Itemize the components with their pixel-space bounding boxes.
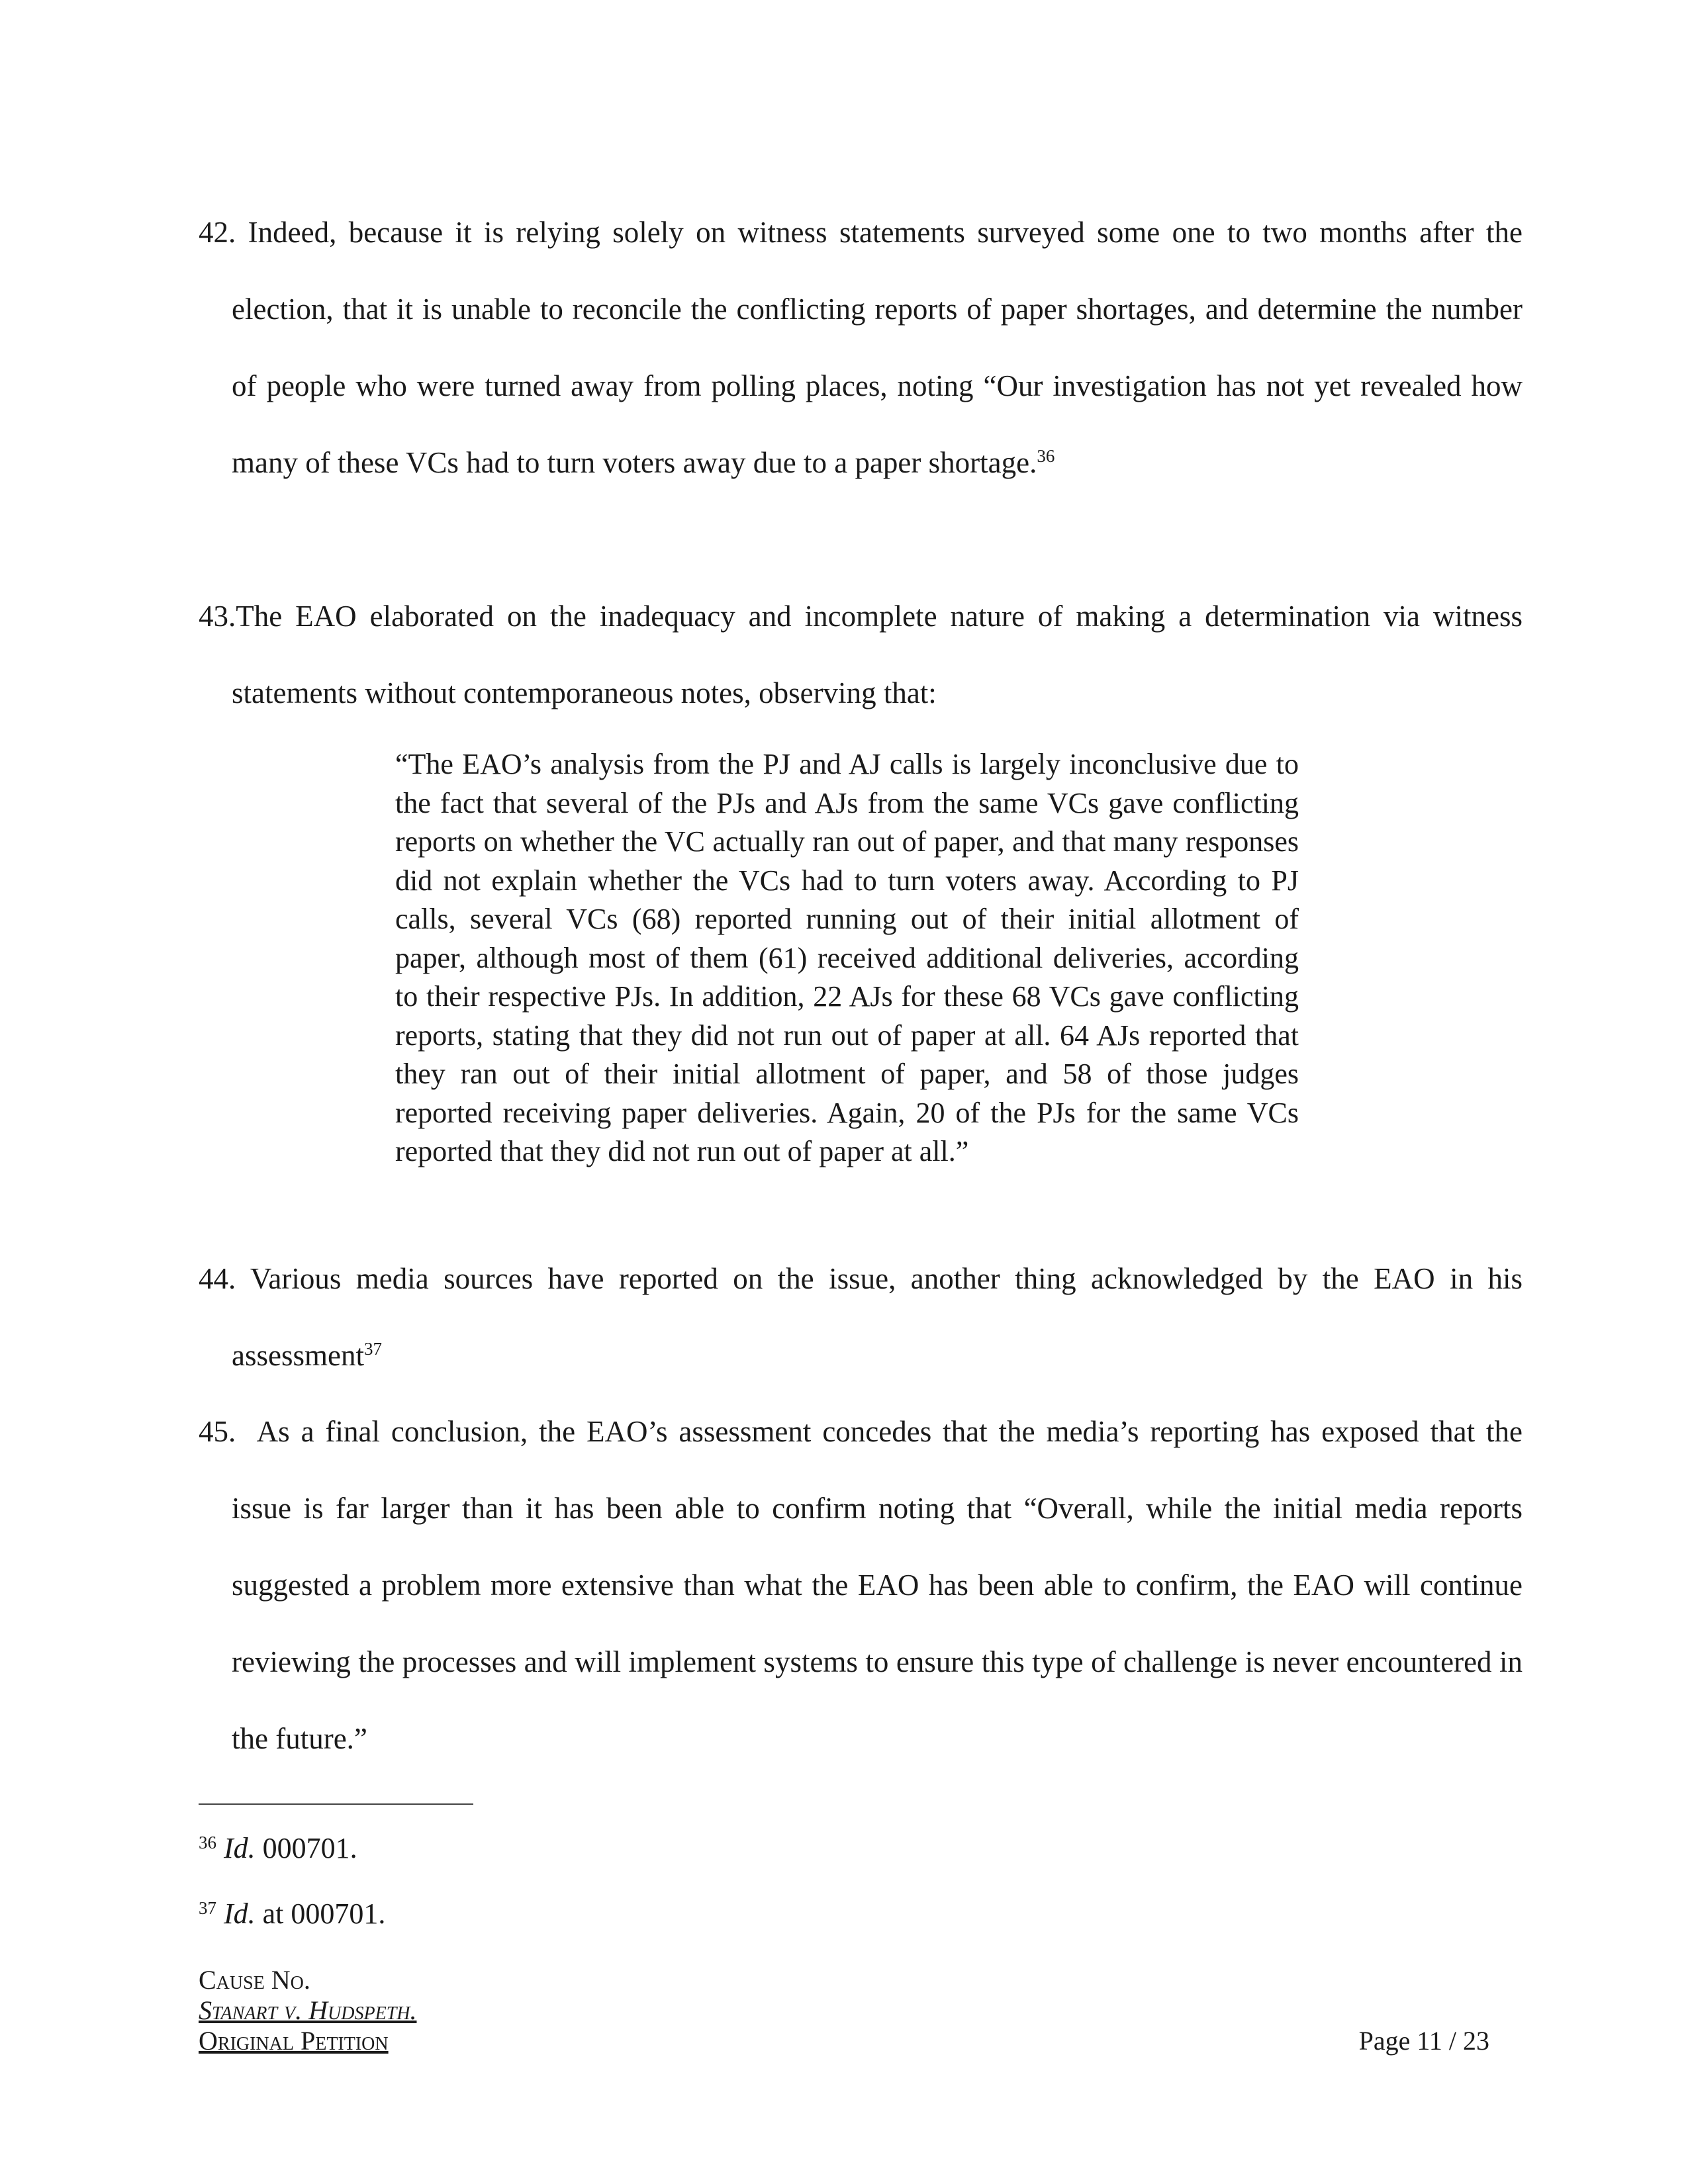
footnote-37 — [199, 1897, 385, 1931]
footnote-separator — [199, 1803, 473, 1805]
footer-document-title: Original Petition — [199, 2026, 389, 2056]
footnote-number: 37 — [199, 1898, 216, 1918]
paragraph-number: 45. — [199, 1415, 236, 1448]
footer-cause-no: Cause No. — [199, 1965, 310, 1995]
footnote-ref-36[interactable]: 36 — [1037, 446, 1055, 466]
page-number: Page 11 / 23 — [1358, 2026, 1489, 2056]
paragraph-44 — [199, 1240, 1523, 1394]
paragraph-text: Indeed, because it is relying solely on witness statements surveyed some one to two months after the election, that it is unable to reconcile the conflicting reports of paper shortages, and determine the number of people who were turned away from polling places, noting “Our investigation has not yet revealed how many of these VCs had to turn voters away due to a paper shortage. — [232, 216, 1523, 479]
paragraph-number: 42. — [199, 216, 236, 249]
paragraph-42 — [199, 194, 1523, 501]
paragraph-number: 43. — [199, 600, 236, 633]
footnote-ref-37[interactable]: 37 — [363, 1339, 382, 1359]
paragraph-number: 44. — [199, 1262, 236, 1295]
footnote-text: at 000701. — [262, 1897, 386, 1930]
paragraph-43 — [199, 578, 1523, 731]
paragraph-45 — [199, 1393, 1523, 1777]
footnote-cite: Id. — [224, 1897, 256, 1930]
block-quote: “The EAO’s analysis from the PJ and AJ calls is largely inconclusive due to the fact that several of the PJs and AJs from the same VCs gave conflicting reports on whether the VC actually ran out of paper, and that many responses did not explain whether the VCs had to turn voters away. According to PJ calls, several VCs (68) reported running out of their initial allotment of paper, although most of them (61) received additional deliveries, according to their respective PJs. In addition, 22 AJs for these 68 VCs gave conflicting reports, stating that they did not run out of paper at all. 64 AJs reported that they ran out of their initial allotment of paper, and 58 of those judges reported receiving paper deliveries. Again, 20 of the PJs for the same VCs reported that they did not run out of paper at all.” — [395, 748, 1299, 1167]
footnote-number: 36 — [199, 1833, 216, 1852]
footer-case-name: Stanart v. Hudspeth. — [199, 1995, 417, 2025]
footnote-text: 000701. — [262, 1832, 357, 1864]
paragraph-text: As a final conclusion, the EAO’s assessment concedes that the media’s reporting has exposed that the issue is far larger than it has been able to confirm noting that “Overall, while the initial media reports suggested a problem more extensive than what the EAO has been able to confirm, the EAO will continue reviewing the processes and will implement systems to ensure this type of challenge is never encountered in the future.” — [232, 1415, 1523, 1755]
footnote-cite: Id. — [224, 1832, 256, 1864]
paragraph-text: The EAO elaborated on the inadequacy and incomplete nature of making a determination via witness statements without contemporaneous notes, observing that: — [232, 600, 1523, 709]
paragraph-text: Various media sources have reported on the issue, another thing acknowledged by the EAO in his assessment — [232, 1262, 1523, 1372]
footnote-36 — [199, 1832, 357, 1865]
